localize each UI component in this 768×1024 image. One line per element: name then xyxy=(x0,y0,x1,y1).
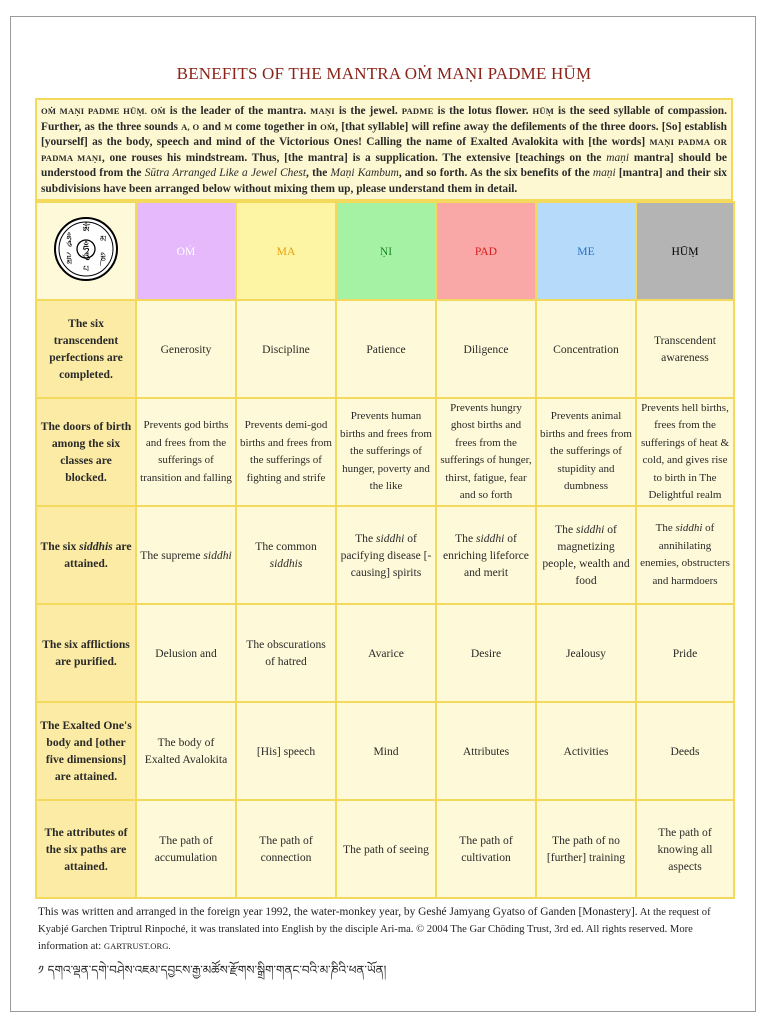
table-cell: The path of accumulation xyxy=(136,800,236,898)
table-cell: Desire xyxy=(436,604,536,702)
table-cell: Transcendent awareness xyxy=(636,300,734,398)
intro-sutra-title: Sūtra Arranged Like a Jewel Chest xyxy=(144,167,307,180)
table-cell: Pride xyxy=(636,604,734,702)
intro-text: , and so forth. As the six benefits of the xyxy=(398,167,593,180)
intro-text: , one rouses his mindstream. Thus, [the mantra] is a supplication. The extensive [teachings on the xyxy=(101,151,607,164)
intro-mantra: HŪṂ xyxy=(532,106,555,116)
table-cell: [His] speech xyxy=(236,702,336,800)
table-cell: The siddhi of pacifying disease [-causing] spirits xyxy=(336,506,436,604)
row-heading: The six transcendent perfections are completed. xyxy=(36,300,136,398)
table-cell: The supreme siddhi xyxy=(136,506,236,604)
table-cell: The path of no [further] training xyxy=(536,800,636,898)
table-row xyxy=(36,604,734,702)
website-link[interactable]: GARTRUST.ORG. xyxy=(103,941,171,951)
svg-text:ཎི: ཎི xyxy=(99,254,107,265)
svg-text:ཨོཾ: ཨོཾ xyxy=(82,225,90,236)
table-cell: Prevents hungry ghost births and frees from the sufferings of hunger, thirst, fatigue, fear and so forth xyxy=(436,398,536,506)
intro-text-title: Maṇi Kambum xyxy=(330,167,399,180)
table-cell: The path of cultivation xyxy=(436,800,536,898)
table-cell: Generosity xyxy=(136,300,236,398)
table-cell: Attributes xyxy=(436,702,536,800)
syllable-pad: PAD xyxy=(436,202,536,300)
intro-text: is the jewel. xyxy=(334,105,402,117)
intro-term: maṇi xyxy=(592,167,616,180)
table-cell: Concentration xyxy=(536,300,636,398)
syllable-row xyxy=(36,202,734,300)
table-cell: The path of seeing xyxy=(336,800,436,898)
colophon-main: This was written and arranged in the foreign year 1992, the water-monkey year, by Geshé Jamyang Gyatso of Ganden [Monastery]. xyxy=(38,906,638,918)
table-cell: The siddhi of magnetizing people, wealth and food xyxy=(536,506,636,604)
table-cell: Patience xyxy=(336,300,436,398)
table-cell: The body of Exalted Avalokita xyxy=(136,702,236,800)
intro-text: is the seed syllable of compassion. Further, as the three sounds xyxy=(41,105,727,133)
intro-text: and xyxy=(199,120,225,133)
table-cell: Jealousy xyxy=(536,604,636,702)
intro-text: is the leader of the mantra. xyxy=(165,105,311,117)
table-cell: Prevents hell births, frees from the sufferings of heat & cold, and gives rise to birth in The Delightful realm xyxy=(636,398,734,506)
table-cell: The path of connection xyxy=(236,800,336,898)
colophon xyxy=(38,904,732,955)
table-cell: Prevents human births and frees from the sufferings of hunger, poverty and the like xyxy=(336,398,436,506)
intro-mantra: A, O xyxy=(181,121,200,132)
intro-mantra: M xyxy=(224,121,233,132)
table-cell: The obscurations of hatred xyxy=(236,604,336,702)
table-row xyxy=(36,300,734,398)
table-cell: The siddhi of enriching lifeforce and merit xyxy=(436,506,536,604)
row-heading: The six afflictions are purified. xyxy=(36,604,136,702)
table-cell: Delusion and xyxy=(136,604,236,702)
svg-text:ཧཱུྃ: ཧཱུྃ xyxy=(82,242,90,257)
syllable-om: OṀ xyxy=(136,202,236,300)
intro-text: come together in xyxy=(232,120,321,133)
benefits-table xyxy=(35,201,735,899)
row-heading: The Exalted One's body and [other five dimensions] are attained. xyxy=(36,702,136,800)
svg-text:ཧཱུྃ: ཧཱུྃ xyxy=(66,234,72,245)
intro-term: maṇi xyxy=(606,151,630,164)
intro-mantra: MAṆI xyxy=(310,106,335,116)
table-cell: Discipline xyxy=(236,300,336,398)
intro-text: is the lotus flower. xyxy=(433,105,533,117)
table-row xyxy=(36,702,734,800)
table-cell: The common siddhis xyxy=(236,506,336,604)
colophon-credits: At the request of Kyabjé Garchen Triptrul Rinpoché, it was translated into English by the disciple Ari-ma. © 2004 The Gar Chöding Trust, 3rd ed. All rights reserved. More information at: xyxy=(38,907,711,952)
syllable-me: ME xyxy=(536,202,636,300)
table-cell: Avarice xyxy=(336,604,436,702)
table-cell: Mind xyxy=(336,702,436,800)
table-cell: Prevents animal births and frees from the sufferings of stupidity and dumbness xyxy=(536,398,636,506)
intro-mantra: OṀ xyxy=(320,121,336,132)
table-row xyxy=(36,398,734,506)
intro-mantra: MAṆI PADMA OR PADMA MAṆI xyxy=(41,137,727,163)
intro-paragraph xyxy=(35,98,733,201)
table-cell: Deeds xyxy=(636,702,734,800)
table-cell: Prevents god births and frees from the sufferings of transition and falling xyxy=(136,398,236,506)
table-row xyxy=(36,800,734,898)
intro-text: mantra] should be understood from the xyxy=(41,151,727,180)
mantra-wheel xyxy=(36,202,136,300)
syllable-ma: MA xyxy=(236,202,336,300)
table-cell: The path of knowing all aspects xyxy=(636,800,734,898)
table-cell: Prevents demi-god births and frees from the sufferings of fighting and strife xyxy=(236,398,336,506)
table-cell: Activities xyxy=(536,702,636,800)
svg-text:མ: མ xyxy=(99,234,107,245)
row-heading: The six siddhis are attained. xyxy=(36,506,136,604)
svg-text:པ: པ xyxy=(83,264,89,275)
intro-text: [mantra] and their six subdivisions have been arranged below without mixing them up, please understand them in detail. xyxy=(41,167,728,195)
table-cell: The siddhi of annihilating enemies, obstructers and harmdoers xyxy=(636,506,734,604)
page-title: BENEFITS OF THE MANTRA OṀ MAṆI PADME HŪṂ xyxy=(176,64,592,83)
syllable-ni: ṆI xyxy=(336,202,436,300)
intro-mantra: PADME xyxy=(401,106,434,116)
intro-mantra: OṀ MAṆI PADME HŪṂ. OṀ xyxy=(41,106,166,116)
tibetan-line: ༡ དགའ་ལྡན་དགེ་བཤེས་འཇམ་དབྱངས་རྒྱ་མཚོས་རྫོགས་སྒྲིག་གནང་བའི་མ་ཎིའི་ཕན་ཡོན། xyxy=(38,963,387,977)
intro-text: , the xyxy=(306,167,331,180)
mantra-wheel-icon xyxy=(52,215,120,283)
table-cell: Diligence xyxy=(436,300,536,398)
syllable-hum: HŪṂ xyxy=(636,202,734,300)
table-row xyxy=(36,506,734,604)
row-heading: The doors of birth among the six classes are blocked. xyxy=(36,398,136,506)
svg-text:དྨེ: དྨེ xyxy=(66,254,72,265)
row-heading: The attributes of the six paths are attained. xyxy=(36,800,136,898)
intro-text: , [that syllable] will refine away the defilements of the three doors. [So] establish [yourself] as the body, speech and mind of the Victorious Ones! Calling the name of Exalted Avalokita with [the words] xyxy=(41,120,727,149)
